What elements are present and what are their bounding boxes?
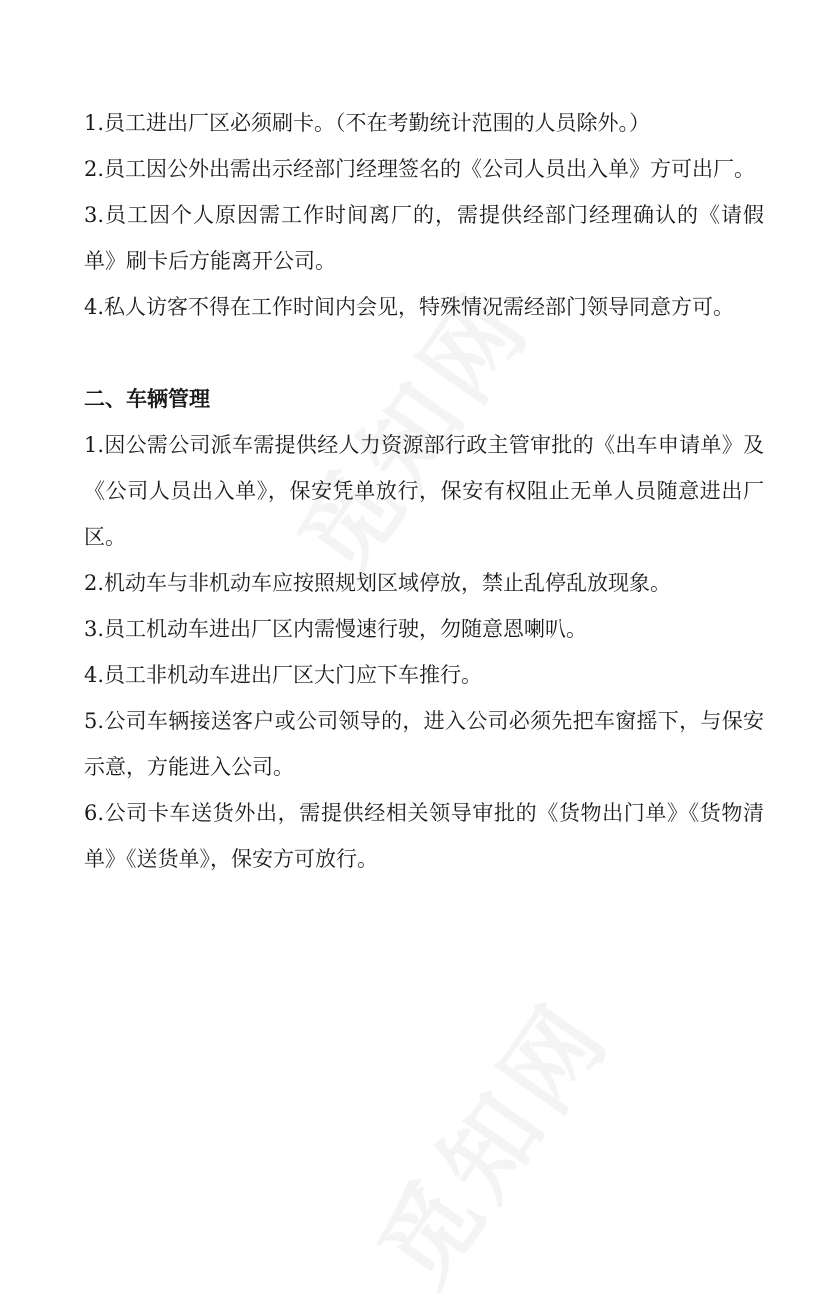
section-spacer: [84, 330, 764, 376]
rule-item: 2.员工因公外出需出示经部门经理签名的《公司人员出入单》方可出厂。: [84, 157, 756, 181]
rule-item: 1.因公需公司派车需提供经人力资源部行政主管审批的《出车申请单》及《公司人员出入单》，保安凭单放行，保安有权阻止无单人员随意进出厂区。: [84, 433, 764, 549]
rule-item: 3.员工因个人原因需工作时间离厂的，需提供经部门经理确认的《请假单》刷卡后方能离开公司。: [84, 203, 764, 273]
rule-item: 4.员工非机动车进出厂区大门应下车推行。: [84, 663, 483, 687]
rule-item: 6.公司卡车送货外出，需提供经相关领导审批的《货物出门单》《货物清单》《送货单》，保安方可放行。: [84, 801, 764, 871]
rule-item: 2.机动车与非机动车应按照规划区域停放，禁止乱停乱放现象。: [84, 571, 672, 595]
rule-item: 4.私人访客不得在工作时间内会见，特殊情况需经部门领导同意方可。: [84, 295, 735, 319]
watermark-logo: [342, 969, 637, 1308]
rule-item: 5.公司车辆接送客户或公司领导的，进入公司必须先把车窗摇下，与保安示意，方能进入公司。: [84, 709, 764, 779]
rule-item: 1.员工进出厂区必须刷卡。（不在考勤统计范围的人员除外。）: [84, 111, 651, 135]
section-heading-vehicle: 二、车辆管理: [84, 387, 210, 411]
document-body: [84, 100, 764, 882]
rule-item: 3.员工机动车进出厂区内需慢速行驶，勿随意恩喇叭。: [84, 617, 588, 641]
